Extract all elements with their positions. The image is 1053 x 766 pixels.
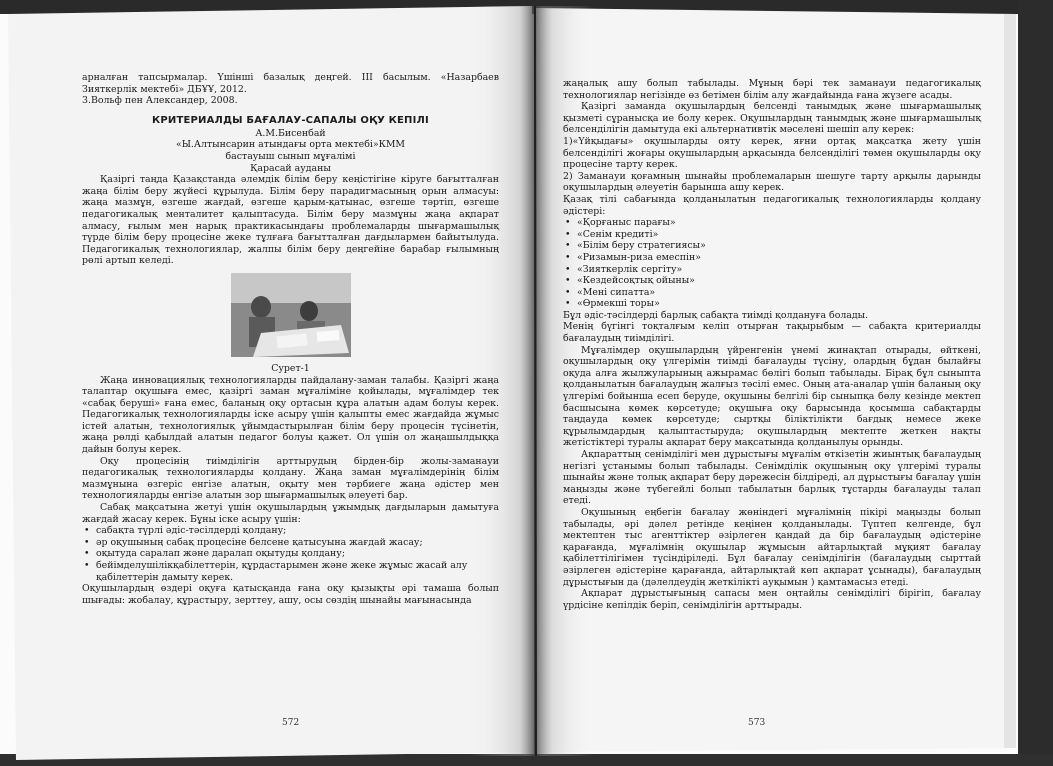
- paragraph: 2) Заманауи қоғамның шынайы проблемаларын шешуге тарту арқылы дарынды оқушылардың әлеуетін барынша ашу керек.: [563, 170, 981, 194]
- list-item: • «Кездейсоқтық ойыны»: [577, 275, 981, 287]
- paragraph: Ақпараттың сенімділігі мен дұрыстығы мұғалім өткізетін жиынтық бағалаудың негізгі ұстанымы болып табылады. Сенімділік оқушының оқу үлгерімі туралы шынайы және толық ақпарат беру дәрежесін білдіреді, ал дұрыстығы бағалау үшін маңызды және түбегейлі болып табылатын барлық тұстарды бағалауды талап етеді.: [563, 449, 981, 507]
- list-item: • «Білім беру стратегиясы»: [577, 240, 981, 252]
- list-item: • «Ризамын-риза емеспін»: [577, 252, 981, 264]
- paragraph: Бұл әдіс-тәсілдерді барлық сабақта тиімді қолдануға болады.: [563, 309, 869, 321]
- page-number: 572: [282, 718, 300, 728]
- paragraph: Оқушылардың өздері оқуға қатысқанда ғана оқу қызықты әрі тамаша болып шығады: жобалау, құрастыру, зерттеу, ашу, осы сөздің шынайы мағынасында: [82, 583, 499, 606]
- paragraph: Жаңа инновациялық технологияларды пайдалану-заман талабы. Қазіргі жаңа талаптар оқушыға емес, қазіргі заман мұғаліміне қойылады, мұғалімдер тек «сабақ беруші» ғана емес, баланың оқу ортасын құра алатын адам болуы керек. Педагогикалық технологияларды іске асыру үшін қалыпты емес жағдайда жұмыс істей алатын, технологиялық ұйымдастырылған білім беру процесін түсінетін, жаңа рөлді қабылдай алатын педагог болуы қажет. Ол үшін ол жаңашылдыққа дайын болуы керек.: [82, 374, 499, 456]
- reference-line: 3.Вольф пен Александер, 2008.: [82, 95, 238, 107]
- article-title: КРИТЕРИАЛДЫ БАҒАЛАУ-САПАЛЫ ОҚУ КЕПІЛІ: [152, 114, 429, 126]
- list-item: • «Өрмекші торы»: [577, 298, 981, 310]
- list-item: • «Қорғаныс парағы»: [577, 217, 981, 229]
- paragraph: Қазақ тілі сабағында қолданылатын педагогикалық технологияларды қолдану әдістері:: [563, 193, 981, 217]
- reference-line: арналған тапсырмалар. Үшінші базалық деңгей. ІІІ басылым. «Назарбаев Зияткерлік мектебі» ДБҰҰ, 2012.: [82, 72, 499, 95]
- classroom-photo: [231, 273, 351, 357]
- paragraph: жаңалық ашу болып табылады. Мұның бәрі тек заманауи педагогикалық технологиялар негізінде өз бетімен білім алу жағдайында ғана жүзеге асады.: [563, 78, 981, 101]
- list-item: • «Сенім кредиті»: [577, 229, 981, 241]
- right-page: [535, 0, 1005, 766]
- paragraph: Оқушының еңбегін бағалау жөніндегі мұғалімнің пікірі маңызды болып табылады, әрі дәлел ретінде кеңінен қолданылады. Түптеп келгенде, бұл мектептен тыс агенттіктер әзірлеген қандай да бір бағалаудың әдістеріне қарағанда, мұғалімнің оқушылар жұмысын айтарлықтай мұқият бағалау қабілеттілігімен түсіндіріледі. Бұл бағалау сенімділігін (бағалаудың сырттай әзірлеген әдістеріне қарағанда, айтарлықтай көп ақпарат ұсынады), бағалаудың дұрыстығын да (дәлелдеудің жеткілікті ауқымын ) қамтамасыз етеді.: [563, 506, 981, 588]
- paragraph: Менің бүгінгі тоқталғым келіп отырған тақырыбым — сабақта критериалды бағалаудың тиімділігі.: [563, 321, 981, 345]
- author-position: бастауыш сынып мұғалімі: [225, 150, 356, 162]
- list-item: • бейімделушілікқабілеттерін, құрдастарымен және жеке жұмыс жасай алу қабілеттерін дамыту керек.: [96, 560, 499, 583]
- paragraph: Оқу процесінің тиімділігін арттырудың бірден-бір жолы-заманауи педагогикалық технологияларды қолдану. Жаңа заман мұғалімдерінің білім мазмұнына өзгеріс енгізе алатын, оқыту мен тәрбиеге жаңа әдістер мен технологияларды енгізе алатын зор шығармашылық әлеуеті бар.: [82, 455, 499, 502]
- list-item: • сабақта түрлі әдіс-тәсілдерді қолдану;: [96, 525, 499, 537]
- paragraph: Ақпарат дұрыстығының сапасы мен оңтайлы сенімділігі бірігіп, бағалау үрдісіне кепілдік беріп, сенімділігін арттырады.: [563, 588, 981, 611]
- list-item: • әр оқушының сабақ процесіне белсене қатысуына жағдай жасау;: [96, 537, 499, 549]
- paragraph: Қазіргі таңда Қазақстанда әлемдік білім беру кеңістігіне кіруге бағытталған жаңа білім беру жүйесі құрылуда. Білім беру парадигмасының орын алмасуы: жаңа мазмұн, өзгеше жағдай, өзгеше қарым-қатынас, өзгеше тәртіп, өзгеше педагогикалық менталитет қалыптасуда. Білім беру мазмұны жаңа ақпарат алмасу, ғылым мен нарық практикасындағы проблемаларды шығармашылық түрде білім беру процесіне жеке тұлғаға бағытталған дағдылармен байытылуда. Педагогикалық технологиялар, жалпы білім беру деңгейіне барабар ғылымның рөлі артып келеді.: [82, 174, 499, 267]
- methods-list: [563, 217, 981, 310]
- paragraph: Қазіргі заманда оқушылардың белсенді танымдық және шығармашылық қызметі сұранысқа ие болу керек. Оқушылардың танымдық және шығармашылық белсенділігін дамытуда екі альтернативтік мәселені шешіп алу керек:: [563, 101, 981, 136]
- paragraph: Сабақ мақсатына жетуі үшін оқушылардың ұжымдық дағдыларын дамытуға жағдай жасау керек. Бұны іске асыру үшін:: [82, 502, 499, 525]
- list-item: • «Мені сипатта»: [577, 287, 981, 299]
- figure-caption: Сурет-1: [271, 362, 310, 374]
- list-item: • оқытуда саралап және даралап оқытуды қолдану;: [96, 548, 499, 560]
- page-number: 573: [748, 718, 766, 728]
- paragraph: 1)«Үйқыдағы» оқушыларды ояту керек, яғни ортақ мақсатқа жету үшін белсенділігі жоғары оқушылардың арқасында белсенділігі төмен оқушыларды оқу процесіне тарту керек.: [563, 135, 981, 171]
- bullet-list: [82, 525, 499, 583]
- list-item: • «Зияткерлік сергіту»: [577, 264, 981, 276]
- school-name: «Ы.Алтынсарин атындағы орта мектебі»КММ: [175, 139, 406, 151]
- paragraph: Мұғалімдер оқушылардың үйренгенін үнемі жинақтап отырады, өйткені, оқушылардың оқу үлгерімін тиімді бағалауды түсіну, олардың бұдан былайғы оқуда алға жылжуларының ажырамас бөлігі болып табылады. Бірақ бұл сыныпта қолданылатын бағалаудың жалғыз тәсілі емес. Оның ата-аналар үшін баланың оқу үлгерімі бойынша есеп беруде, оқушыны белгілі бір сыныпқа бөлу кезінде мектеп басшысына көмек көрсетуде; оқушыға оқу барысында қосымша сабақтарды таңдауда көмек көрсетуде; сыртқы біліктілікти бағдық немесе жеке құрылымдардың қалыптастыруда; оқушылардың мектепте жеткен нақты жетістіктері туралы ақпарат беру мақсатында қолданылуы орынды.: [563, 344, 981, 449]
- district-name: Қарасай ауданы: [250, 162, 331, 174]
- author-name: А.М.Бисенбай: [255, 127, 326, 139]
